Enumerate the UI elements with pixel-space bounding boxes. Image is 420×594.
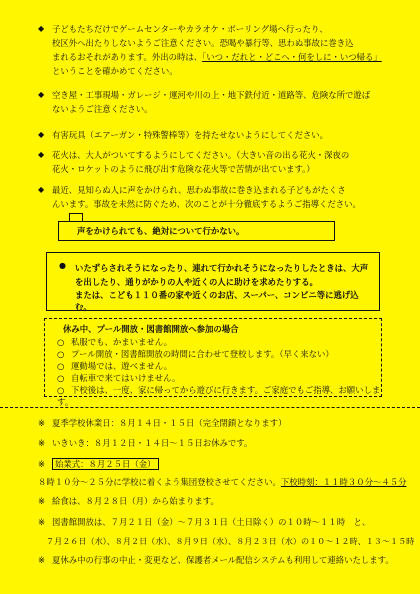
info-ikiiki-text: いきいき：８月１２日・１４日～１５日お休みです。 xyxy=(52,438,253,448)
bullet-4-line-2: 花火・ロケットのように飛び出す危険な花火等で苦情が出ています。） xyxy=(52,164,315,174)
section-divider xyxy=(0,407,420,408)
bullet-2-line-1: 空き屋・工事現場・ガレージ・運河や川の上・地下鉄付近・道路等、危険な所で遊ば xyxy=(52,90,371,100)
bullet-5-line-2: んいます。事故を未然に防ぐため、次のことが十分徹底するようご指導ください。 xyxy=(52,199,361,209)
bullet-3-line-1: 有害玩具（エアーガン・特殊警棒等）を持たせないようにしてください。 xyxy=(52,130,328,140)
box3-item-text: プール開放・図書館開放の時間に合わせて登校します。（早く来ない） xyxy=(71,349,334,359)
bullet-1-line-1: 子どもたちだけでゲームセンターやカラオケ・ボーリング場へ行ったり、 xyxy=(52,24,328,34)
bullet-1-line-3-text: まれるおそれがあります。外出の時は、 xyxy=(52,52,203,62)
diamond-icon: ◆ xyxy=(38,130,45,139)
box2-line-2: を出したり、通りがかりの人や近くの人に助けを求めたりする。 xyxy=(75,277,318,287)
info-library-dates xyxy=(46,535,418,547)
circle-icon: ○ xyxy=(57,337,65,347)
info-lunch xyxy=(38,495,410,507)
box3-item xyxy=(57,348,334,360)
circle-icon: ○ xyxy=(57,361,65,371)
box2-line-3: または、こども１１０番の家や近くのお店、スーパー、コンビニ等に逃げ込む。 xyxy=(75,290,359,312)
bullet-1-line-4: ということを確かめてください。 xyxy=(52,66,178,76)
diamond-icon: ◆ xyxy=(38,24,45,33)
bullet-1 xyxy=(38,22,404,78)
box3-item-text: 下校後は、一度、家に帰ってから遊びに行きます。ご家庭でもご指導、お願いします。 xyxy=(57,385,381,407)
circle-icon: ○ xyxy=(57,385,65,395)
diamond-icon: ◆ xyxy=(38,150,45,159)
info-ikiiki xyxy=(38,437,410,449)
bullet-5-line-1: 最近、見知らぬ人に声をかけられ、思わぬ事故に巻き込まれる子どもがたくさ xyxy=(52,185,346,195)
note-mark: ※ xyxy=(38,438,46,448)
note-mark: ※ xyxy=(38,496,46,506)
pool-library-box xyxy=(44,318,382,407)
note-mark: ※ xyxy=(38,555,46,565)
box2-line-1: いたずらされそうになったり、連れて行かれそうになったりしたときは、大声 xyxy=(75,263,369,273)
box3-item-text: 私服でも、かまいません。 xyxy=(71,337,173,347)
box3-item xyxy=(57,336,172,348)
info-library-dates-text: ７月２６日（水）、８月２日（水）、８月９日（水）、８月２３日（水）の１０～１２時、１３～１５時 xyxy=(46,536,415,546)
info-arrival-text: ８時１０分～２５分に学校に着くよう集団登校させてください。 xyxy=(38,477,281,487)
box2-text xyxy=(75,261,375,289)
info-ceremony-time xyxy=(38,476,410,488)
rule-box-1 xyxy=(58,221,335,241)
info-holiday-text: 夏季学校休業日：８月１４日・１５日（完全閉鎖となります） xyxy=(52,418,287,428)
info-ceremony xyxy=(38,458,410,470)
bullet-3 xyxy=(38,128,404,142)
bullet-1-line-3 xyxy=(52,50,404,64)
box3-item-text: 自転車で来てはいけません。 xyxy=(71,373,181,383)
note-mark: ※ xyxy=(38,418,46,428)
info-ceremony-text: 始業式：８月２５日（金） xyxy=(52,458,159,470)
bullet-4 xyxy=(38,148,404,176)
bullet-dot-icon: ● xyxy=(59,261,66,270)
diamond-icon: ◆ xyxy=(38,185,45,194)
circle-icon: ○ xyxy=(57,349,65,359)
info-lunch-text: 給食は、８月２８日（月）から始まります。 xyxy=(52,496,219,506)
bullet-4-line-1: 花火は、大人がついてするようにしてください。（大きい音の出る花火・深夜の xyxy=(52,150,350,160)
box3-item xyxy=(57,372,180,384)
box1-text: 声をかけられても、絶対について行かない。 xyxy=(77,226,245,236)
box3-item-text: 運動場では、遊べません。 xyxy=(71,361,173,371)
rule-box-2 xyxy=(46,252,380,311)
info-library xyxy=(38,516,410,528)
info-library-text: 図書館開放は、７月２１日（金）～７月３１日（土日除く）の１０時～１１時 と、 xyxy=(52,517,371,527)
info-holiday xyxy=(38,417,410,429)
bullet-1-highlight: 「いつ・だれと・どこへ・何をしに・いつ帰る」 xyxy=(202,52,382,62)
box3-item xyxy=(57,384,381,408)
bullet-2-line-2: ないようご注意ください。 xyxy=(52,104,153,114)
box-tab xyxy=(69,213,83,222)
bullet-5 xyxy=(38,183,404,211)
box3-heading: 休み中、プール開放・図書館開放へ参加の場合 xyxy=(63,324,239,334)
info-dismissal-text: 下校時刻：１１時３０分～４５分 xyxy=(280,477,407,487)
note-mark: ※ xyxy=(38,517,46,527)
info-contact xyxy=(38,554,410,566)
bullet-2 xyxy=(38,88,404,116)
note-mark: ※ xyxy=(38,459,46,469)
bullet-1-line-2: 校区外へ出たりしないようご注意ください。恐喝や暴行等、思わぬ事故に巻き込 xyxy=(52,38,354,48)
circle-icon: ○ xyxy=(57,373,65,383)
diamond-icon: ◆ xyxy=(38,90,45,99)
info-contact-text: 夏休み中の行事の中止・変更など、保護者メール配信システムも利用して連絡いたします。 xyxy=(52,555,394,565)
box3-item xyxy=(57,360,172,372)
